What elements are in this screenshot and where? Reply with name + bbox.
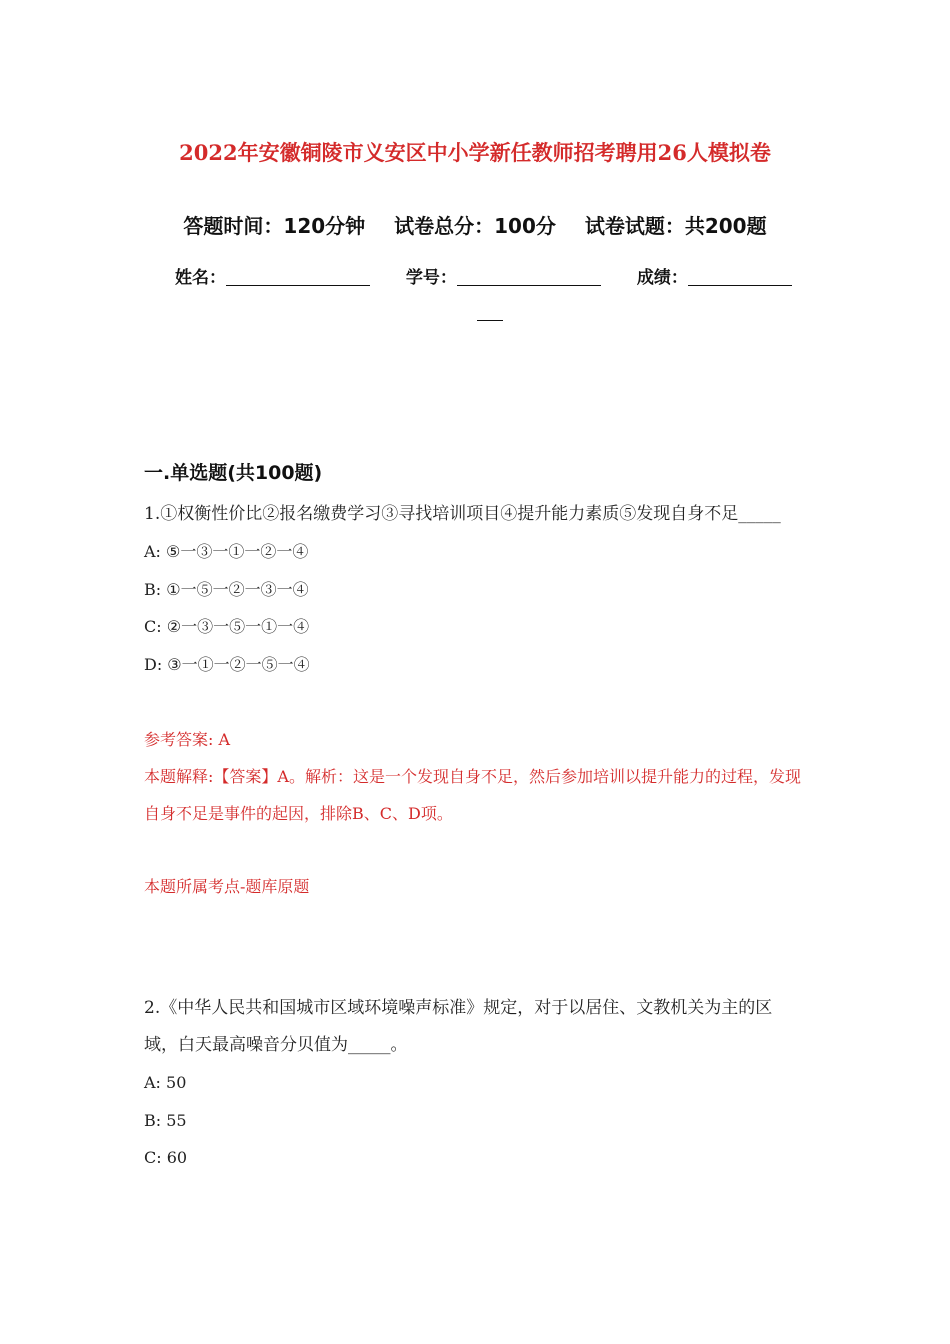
exam-time: 答题时间：120分钟 — [183, 214, 366, 238]
question-stem: 1.①权衡性价比②报名缴费学习③寻找培训项目④提升能力素质⑤发现自身不足_____ — [144, 504, 781, 524]
option-c: C: 60 — [144, 1148, 188, 1167]
name-blank — [226, 267, 370, 286]
question-2 — [144, 990, 804, 1177]
score-blank-continuation — [477, 320, 503, 321]
id-field — [406, 263, 601, 288]
score-field — [637, 263, 792, 288]
question-source: 本题所属考点-题库原题 — [144, 877, 310, 896]
option-b: B: ①一⑤一②一③一④ — [144, 579, 309, 599]
id-label: 学号： — [405, 268, 457, 288]
student-fields — [175, 263, 815, 288]
option-b: B: 55 — [144, 1110, 187, 1130]
option-c: C: ②一③一⑤一①一④ — [144, 617, 310, 636]
option-a: A: ⑤一③一①一②一④ — [144, 542, 309, 561]
score-blank — [688, 267, 792, 286]
question-stem: 2.《中华人民共和国城市区域环境噪声标准》规定，对于以居住、文教机关为主的区域，白天最高噪音分贝值为_____。 — [144, 998, 773, 1055]
question-1 — [144, 496, 804, 990]
exam-title: 2022年安徽铜陵市义安区中小学新任教师招考聘用26人模拟卷 — [179, 140, 771, 165]
name-field — [175, 263, 370, 288]
name-label: 姓名： — [175, 268, 226, 288]
option-a: A: 50 — [144, 1073, 187, 1092]
answer: 参考答案: A — [144, 730, 231, 749]
score-label: 成绩： — [636, 268, 688, 288]
id-blank — [457, 267, 601, 286]
explanation: 本题解释:【答案】A。解析：这是一个发现自身不足，然后参加培训以提升能力的过程，发现自身不足是事件的起因，排除B、C、D项。 — [144, 767, 801, 823]
exam-content — [144, 458, 804, 1177]
option-d: D: ③一①一②一⑤一④ — [144, 654, 310, 674]
exam-meta — [0, 210, 950, 239]
section-title: 一.单选题(共100题) — [144, 462, 323, 484]
exam-total-score: 试卷总分：100分 — [394, 214, 556, 238]
exam-question-count: 试卷试题：共200题 — [584, 214, 767, 238]
